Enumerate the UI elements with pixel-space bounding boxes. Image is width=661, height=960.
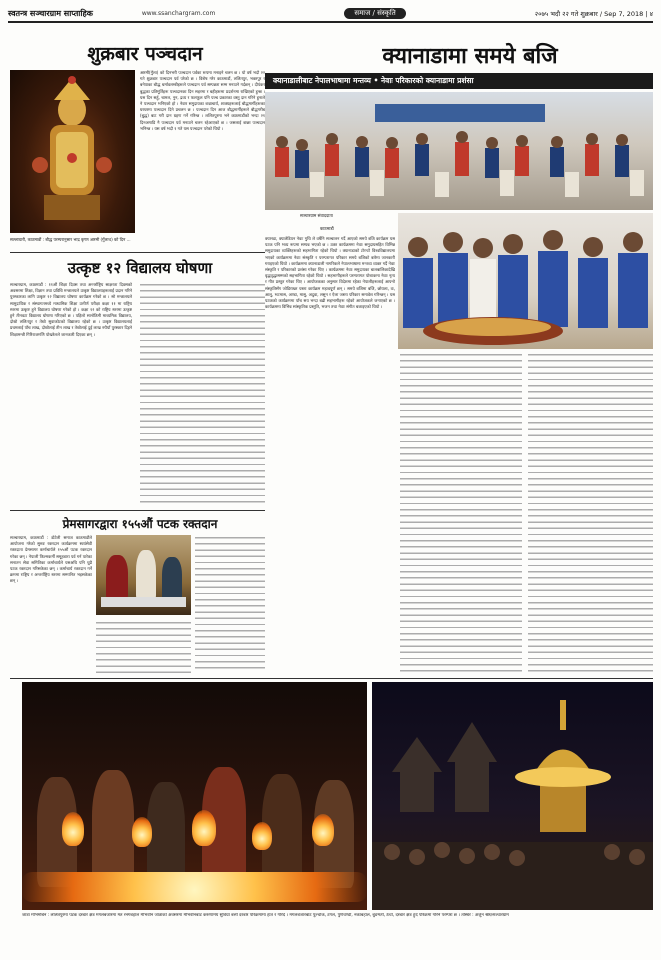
- kyanada-body-text: क्यानडा, क्यालेडियन नेवाः गुथि ले वर्षेनि सञ्चालन गर्दै आएको समये बजि कार्यक्रम यस पटक पनि भव्य रूपमा सम्पन्न भएको छ । उक्त कार्यक्रममा नेवाः समुदायसहित विभिन्न समुदायका व्यक्तिहरूको सहभागिता रहेको थियो । क्यानाडाको टोरन्टो विश्वविद्यालयमा भएको कार्यक्रममा नेवाः संस्कृति र परम्परागत परिकार समये बजिको बारेमा जानकारी गराइएको थियो । कार्यक्रममा क्यानाडाली नागरिकले नेपालभाषामा मन्तव्य व्यक्त गर्दै नेवाः संस्कृति र परिकारको प्रशंसा गरेका थिए । कार्यक्रममा नेवाः समुदायका बालबालिकादेखि वृद्धवृद्धासम्मको सहभागिता रहेको थियो । सहभागीहरूले परम्परागत पोशाकमा नेवाः नृत्य र गीत प्रस्तुत गरेका थिए । आयोजकका अनुसार विदेशमा रहेका नेपालीहरूलाई आफ्नो संस्कृतिसँग जोडिराख्न यस्ता कार्यक्रम महत्वपूर्ण छन् । समये बजिमा बजि, छोयला, वः, आलु, भटमास, अण्डा, मासु, अदुवा, लसुन र ऐला जस्ता परिकार समावेश गरिन्छन् । यस पटकको कार्यक्रममा पाँच सय भन्दा बढी सहभागीहरू रहेको आयोजकले जनाएको छ । कार्यक्रममा विभिन्न सांस्कृतिक प्रस्तुति, भजन तथा नेवाः संगीत बजाइएको थियो ।: [265, 236, 395, 310]
- dipankar-buddha-photo: [10, 70, 135, 233]
- group-photo-caption: सञ्चारग्राम संवाददाता: [300, 213, 333, 218]
- pagoda-chariot-illustration: [372, 682, 653, 910]
- candle-flame-2: [132, 817, 152, 847]
- vidyalaya-body-left: [10, 282, 132, 507]
- section-badge: समाज / संस्कृति: [344, 8, 405, 19]
- candle-procession-photo: [22, 682, 367, 910]
- page-header: [8, 6, 653, 20]
- masthead-name: स्वतन्त्र सञ्चारग्राम साप्ताहिक: [8, 8, 93, 18]
- vidyalaya-body-continued: [140, 282, 265, 507]
- newa-food-photo: [398, 213, 653, 349]
- article-title-panchadan: शुक्रबार पञ्चदान: [87, 43, 203, 65]
- candle-row-flames: [22, 872, 367, 902]
- blood-donation-photo: [96, 535, 191, 615]
- premsagar-body-left: [10, 535, 92, 673]
- header-rule: [8, 21, 653, 23]
- kyanada-body-col2: [400, 352, 522, 674]
- kyanada-body-col3-text: [528, 352, 653, 674]
- website-url[interactable]: www.ssanchargram.com: [141, 9, 216, 17]
- premsagar-body-continued-2: [96, 620, 191, 673]
- canada-group-photo: [265, 92, 653, 210]
- premsagar-body-continued: [195, 535, 265, 673]
- kyanada-body-col3: [528, 352, 653, 674]
- candle-flame-3: [192, 810, 216, 846]
- panchadan-body: [140, 70, 265, 248]
- section-rule-2: [10, 510, 265, 511]
- vidyalaya-body-text: सञ्चारग्राम, काठमाडौं : ११औं शिक्षा दिवस तथा अन्तर्राष्ट्रिय साक्षरता दिवसको अवसरमा शिक्षा, विज्ञान तथा प्रविधि मन्त्रालयले उत्कृष्ट विद्यालयहरूलाई प्रदान गरिने पुरस्कारका लागि उत्कृष्ट १२ विद्यालय घोषणा कार्यक्रम गरेको छ । सो मन्त्रालयले सामुदायिक र संस्थागतमध्ये माध्यमिक शिक्षा उत्तीर्ण परीक्षा कक्षा ११ मा राष्ट्रिय स्तरमा उत्कृष्ट हुने विद्यालय घोषणा गरेको हो । कक्षा १२ को राष्ट्रिय स्तरमा उत्कृष्ट हुने तीनवटा विद्यालय घोषणा गरिएको छ । पहिलो सानोठिमी माध्यमिक विद्यालय, दोस्रो ललितपुर र तेस्रो सुवाकोटको विद्यालय रहेको छ । उत्कृष्ट विद्यालयलाई प्रथमलाई पाँच लाख, दोस्रोलाई तीन लाख र तेस्रोलाई दुई लाख रुपैयाँ पुरस्कार दिइने शिक्षामन्त्री गिरिराजमणि पोखरेलले जानकारी दिएका छन् ।: [10, 282, 132, 337]
- crowd-illustration: [265, 92, 653, 210]
- bottom-photo-caption: जात्रा मीभमबिन : ललितपुरमा पटक दरबार क्षेत्र मंगलबजारमा मत रनगबहाल मीभवीन जात्राको अवसरमा मीभवीनबाट करुणामय सुविधा बत्ती दरबार परिक्रमामा हात र गरिदै । मंगलबजारबाट पुल्चोक, टंगल, पुर्णचण्डी, नकाबहाल, बुङमती, ठेचो, दरबार क्षेत्र हुँदै परिक्रमा गरिने परम्परा छ । तस्बिर : अर्जुन श्रेष्ठ/सञ्चारग्राम: [22, 913, 509, 918]
- chariot-night-photo: [372, 682, 653, 910]
- candle-flame-5: [312, 814, 334, 846]
- article-title-premsagar: प्रेमसागरद्वारा १५५औं पटक रक्तदान: [62, 517, 218, 531]
- kyanada-banner-text: क्यानाडालीबाट नेपालभाषामा मन्तव्य • नेवाः परिकारको क्यानाडामा प्रशंसा: [273, 76, 474, 85]
- premsagar-body-text: सञ्चारग्राम, काठमाडौं : डोटेली समाज काठमाडौंले आयोजना गरेको सुरुङ रक्तदान कार्यक्रममा स्वयंसेवी रक्तदाता प्रेमसागर कर्माचार्यले १५५औं पटक रक्तदान गरेका छन् । नेपाली फिल्मकर्मी समूहबारा पर्व गर्न पारेका सनातन सेवा समितिका कर्माचार्यले यसअघि पनि थुप्रै पटक रक्तदान गरिसकेका छन् । कर्माचार्य रक्तदान गर्ने क्रममा राष्ट्रिय र अन्तर्राष्ट्रिय स्तरमा सम्मानित भइसकेका छन् ।: [10, 535, 92, 584]
- premsagar-body-bottom: [96, 620, 191, 673]
- nurse-figure: [136, 550, 156, 600]
- kyanada-body-col2-text: [400, 352, 522, 674]
- premsagar-body-right: [195, 535, 265, 673]
- article-title-vidyalaya: उत्कृष्ट १२ विद्यालय घोषणा: [67, 259, 213, 277]
- vidyalaya-body-right: [140, 282, 265, 507]
- candle-flame-1: [62, 812, 84, 846]
- kyanada-banner: [265, 73, 653, 89]
- panchadan-photo-caption: सल्लाघारी, काठमाडौं : बौद्ध परम्परानुसार भाद्र कृष्ण अष्टमी (गुँलाथ) को दिन ...: [10, 237, 131, 242]
- kyanada-body-col1: [265, 236, 395, 674]
- candle-flame-4: [252, 822, 272, 850]
- people-with-food-illustration: [398, 213, 653, 349]
- donor-figure: [106, 555, 128, 600]
- article-title-kyanada: क्यानाडामा समये बजि: [382, 44, 558, 69]
- buddha-statue-icon: [10, 70, 135, 233]
- volunteer-figure: [162, 557, 182, 601]
- devotee-2: [92, 770, 134, 885]
- panchadan-body-text: अष्टमी(गुँला) को दिनभरी पञ्चदान पर्वका रूपमा मनाइने चलन छ । यो वर्ष भदौ २२ गते शुक्रबार पञ्चदान पर्व परेको छ । विशेष गरेर काठमाडौं, ललितपुर, भक्तपुर र बनेपाका बौद्ध धर्मावलम्बीहरूले पञ्चदान पर्व सम्पन्नता सम्म मनाउने गर्दछन् । दीपंकर बुद्धका प्रतिमूर्तिहरू पञ्चदानका दिन सहरमा र बहीहरूमा प्रदर्शनमा राखिएको हुन्छ । यस दिन सर्हु, चामल, नुन, द्रव्य र फलफूल पनि पञ्च प्रकारका वस्तु दान गरिने हुनाले ने पञ्चदान भनिएको हो । नेवार समुदायका बज्राचार्य, शाक्यहरूलाई बौद्धमार्गीहरूका घरघरमा पञ्चदान दिने प्रचलन छ । पञ्चदान दिन आज बौद्धमार्गीहरूले बौद्धगरीब (बुद्ध) बाट गरी दान ग्रहण गर्ने गरिन्छ । ललितपुरमा भने काठमाडौंको भन्दा २१ दिनअगाडि नै पञ्चदान पर्व मनाउने चलन रहेआएको छ । जसलाई बाछा पञ्चदान भनिन्छ । यस वर्ष भदौ १ गते यस पञ्चदान परेको थियो ।: [140, 70, 265, 131]
- bottom-section-rule: [10, 678, 653, 679]
- bed-shape: [101, 597, 186, 607]
- issue-date: २०७५ भदौ २२ गते शुक्रबार / Sep 7, 2018 | ४: [534, 9, 653, 18]
- kyanada-byline: काठमाडौं: [320, 226, 334, 231]
- section-rule: [10, 252, 265, 253]
